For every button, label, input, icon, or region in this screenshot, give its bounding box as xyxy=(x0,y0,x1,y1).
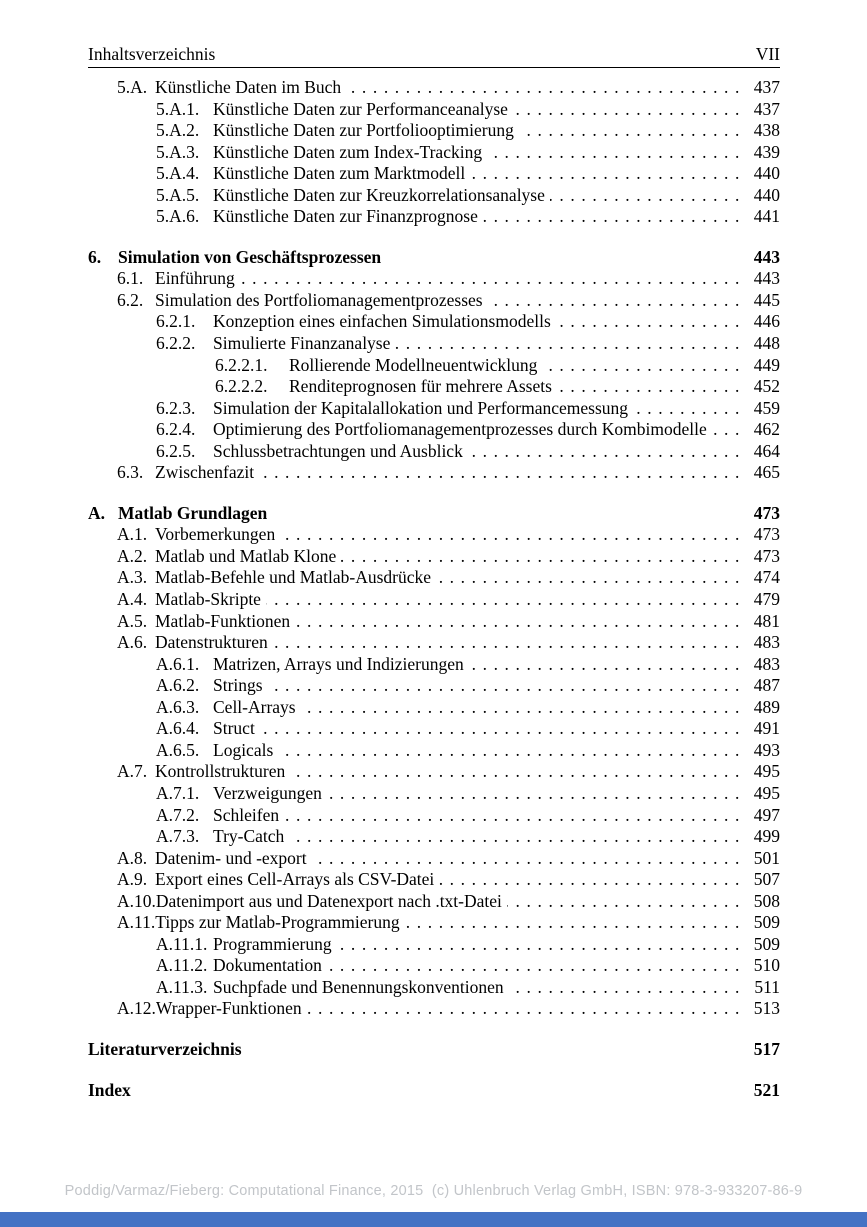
toc-dot-leader xyxy=(556,311,746,333)
toc-entry xyxy=(88,740,780,762)
toc-entry-page: 497 xyxy=(753,804,780,825)
toc-entry-title: Verzweigungen xyxy=(213,782,322,803)
toc-entry-page: 439 xyxy=(753,141,780,162)
toc-entry-title: Künstliche Daten zum Marktmodell xyxy=(213,163,466,184)
toc-entry-title: Einführung xyxy=(155,268,235,289)
toc-entry xyxy=(88,977,780,999)
toc-entry-number: 6.3. xyxy=(117,462,144,483)
toc-entry-number: A.3. xyxy=(117,567,148,588)
toc-entry-number: A.6.1. xyxy=(156,653,200,674)
toc-entry-number: 5.A.5. xyxy=(156,184,200,205)
toc-entry-page: 448 xyxy=(753,333,780,354)
toc-entry-title: Matlab-Skripte xyxy=(155,589,261,610)
toc-entry-number: 6.1. xyxy=(117,268,144,289)
toc-entry xyxy=(88,524,780,546)
toc-entry xyxy=(88,805,780,827)
toc-entry-page: 517 xyxy=(753,1038,780,1059)
toc-entry-page: 489 xyxy=(753,696,780,717)
toc-entry xyxy=(88,1080,780,1102)
toc-entry-page: 437 xyxy=(753,98,780,119)
toc-entry-title: Künstliche Daten zur Finanzprognose xyxy=(213,206,478,227)
toc-dot-leader xyxy=(312,848,746,870)
toc-dot-leader xyxy=(470,163,746,185)
toc-entry xyxy=(88,441,780,463)
toc-entry-page: 508 xyxy=(753,890,780,911)
toc-entry xyxy=(88,1039,780,1061)
toc-entry-title: Index xyxy=(88,1079,131,1100)
toc-entry-number: 5.A.1. xyxy=(156,98,200,119)
toc-entry-page: 481 xyxy=(753,610,780,631)
toc-entry-page: 513 xyxy=(753,998,780,1019)
toc-entry-number: 6. xyxy=(88,246,102,267)
toc-entry xyxy=(88,333,780,355)
toc-entry-number: A.6.3. xyxy=(156,696,200,717)
toc-dot-leader xyxy=(346,77,746,99)
toc-entry-page: 445 xyxy=(753,289,780,310)
toc-entry-page: 443 xyxy=(753,246,780,267)
toc-entry-title: Vorbemerkungen xyxy=(155,524,276,545)
toc-entry xyxy=(88,120,780,142)
toc-entry-page: 510 xyxy=(753,955,780,976)
toc-entry-page: 465 xyxy=(753,462,780,483)
toc-entry-number: 5.A.3. xyxy=(156,141,200,162)
toc-entry xyxy=(88,290,780,312)
toc-entry-title: Künstliche Daten zur Kreuzkorrelationsanalyse xyxy=(213,184,545,205)
toc-entry xyxy=(88,268,780,290)
toc-entry-page: 440 xyxy=(753,184,780,205)
toc-entry xyxy=(88,869,780,891)
toc-dot-leader xyxy=(295,611,746,633)
toc-entry-page: 499 xyxy=(753,826,780,847)
toc-entry-title: Renditeprognosen für mehrere Assets xyxy=(289,376,552,397)
toc-entry xyxy=(88,419,780,441)
toc-dot-leader xyxy=(557,376,746,398)
toc-dot-leader xyxy=(289,826,746,848)
toc-entry-title: Try-Catch xyxy=(213,826,285,847)
toc-entry xyxy=(88,142,780,164)
toc-entry-page: 501 xyxy=(753,847,780,868)
toc-entry xyxy=(88,783,780,805)
toc-dot-leader xyxy=(240,268,746,290)
toc-entry-title: Simulation der Kapitalallokation und Performancemessung xyxy=(213,397,629,418)
toc-entry-number: A.8. xyxy=(117,847,148,868)
toc-entry-number: 5.A.6. xyxy=(156,206,200,227)
toc-entry-number: A.4. xyxy=(117,589,148,610)
toc-entry-page: 437 xyxy=(753,77,780,97)
toc-entry-page: 491 xyxy=(753,718,780,739)
toc-entry-page: 493 xyxy=(753,739,780,760)
toc-entry xyxy=(88,546,780,568)
toc-entry-number: 6.2.1. xyxy=(156,311,196,332)
toc-entry xyxy=(88,891,780,913)
toc-dot-leader xyxy=(273,632,746,654)
toc-entry-title: Export eines Cell-Arrays als CSV-Datei xyxy=(155,869,435,890)
toc-entry-title: Datenim- und -export xyxy=(155,847,307,868)
toc-dot-leader xyxy=(284,805,746,827)
toc-entry-page: 487 xyxy=(753,675,780,696)
toc-entry-number: A.6.4. xyxy=(156,718,200,739)
toc-dot-leader xyxy=(488,290,746,312)
toc-entry-title: Rollierende Modellneuentwicklung xyxy=(289,354,538,375)
toc-entry xyxy=(88,589,780,611)
toc-entry-number: A.12. xyxy=(117,998,156,1019)
toc-dot-leader xyxy=(469,654,746,676)
toc-entry-number: 6.2.4. xyxy=(156,419,196,440)
toc-entry-number: A.1. xyxy=(117,524,148,545)
header-page-number: VII xyxy=(755,44,780,64)
toc-entry-number: A.6. xyxy=(117,632,148,653)
toc-entry-number: 6.2.2.1. xyxy=(215,354,268,375)
toc-entry-number: 6.2. xyxy=(117,289,144,310)
toc-entry xyxy=(88,99,780,121)
toc-entry-title: Struct xyxy=(213,718,255,739)
toc-entry xyxy=(88,912,780,934)
toc-entry-title: Matlab-Funktionen xyxy=(155,610,291,631)
toc-entry-title: Suchpfade und Benennungskonventionen xyxy=(213,976,504,997)
toc-dot-leader xyxy=(487,142,746,164)
footer-accent-bar xyxy=(0,1212,867,1227)
toc-entry-number: A.11.1. xyxy=(156,933,208,954)
toc-entry-page: 459 xyxy=(753,397,780,418)
toc-dot-leader xyxy=(301,697,746,719)
toc-entry xyxy=(88,163,780,185)
toc-dot-leader xyxy=(468,441,746,463)
toc-entry-title: Optimierung des Portfoliomanagementprozesses durch Kombimodelle xyxy=(213,419,707,440)
toc-entry-number: 6.2.3. xyxy=(156,397,196,418)
toc-entry-title: Kontrollstrukturen xyxy=(155,761,286,782)
toc-entry-title: Matlab und Matlab Klone xyxy=(155,545,337,566)
toc-entry xyxy=(88,247,780,269)
toc-entry-page: 473 xyxy=(753,502,780,523)
toc-entry-page: 483 xyxy=(753,632,780,653)
toc-entry xyxy=(88,462,780,484)
toc-dot-leader xyxy=(633,398,746,420)
toc-entry-number: A.11. xyxy=(117,912,156,933)
toc-entry-page: 449 xyxy=(753,354,780,375)
toc-entry xyxy=(88,697,780,719)
toc-entry-title: Cell-Arrays xyxy=(213,696,296,717)
toc-entry-number: A.7.2. xyxy=(156,804,200,825)
toc-dot-leader xyxy=(395,333,746,355)
toc-dot-leader xyxy=(436,567,746,589)
toc-dot-leader xyxy=(290,761,746,783)
toc-entry-page: 509 xyxy=(753,933,780,954)
toc-entry-title: Dokumentation xyxy=(213,955,322,976)
toc-dot-leader xyxy=(337,934,746,956)
toc-entry xyxy=(88,998,780,1020)
toc-dot-leader xyxy=(519,120,746,142)
toc-dot-leader xyxy=(327,955,746,977)
toc-dot-leader xyxy=(260,718,746,740)
toc-entry-title: Zwischenfazit xyxy=(155,462,255,483)
toc-entry-number: A.7.1. xyxy=(156,782,200,803)
toc-entry-page: 473 xyxy=(753,524,780,545)
toc-dot-leader xyxy=(483,206,746,228)
toc-entry-title: Schleifen xyxy=(213,804,280,825)
toc-entry-page: 474 xyxy=(753,567,780,588)
toc-entry-page: 495 xyxy=(753,782,780,803)
toc-entry-number: A.2. xyxy=(117,545,148,566)
toc-dot-leader xyxy=(280,524,746,546)
toc-entry-number: A.10. xyxy=(117,890,156,911)
toc-entry-title: Künstliche Daten zur Performanceanalyse xyxy=(213,98,508,119)
toc-entry xyxy=(88,632,780,654)
toc-entry-title: Künstliche Daten im Buch xyxy=(155,77,342,97)
toc-dot-leader xyxy=(327,783,746,805)
toc-entry-number: A.11.3. xyxy=(156,976,208,997)
toc-entry-title: Künstliche Daten zur Portfoliooptimierung xyxy=(213,120,514,141)
toc-dot-leader xyxy=(507,891,746,913)
header-title: Inhaltsverzeichnis xyxy=(88,44,216,64)
toc-dot-leader xyxy=(550,185,746,207)
toc-entry-page: 446 xyxy=(753,311,780,332)
toc-entry-number: 5.A. xyxy=(117,77,148,97)
toc-entry xyxy=(88,376,780,398)
toc-entry-number: A.5. xyxy=(117,610,148,631)
toc-entry-title: Simulation von Geschäftsprozessen xyxy=(118,246,382,267)
toc-dot-leader xyxy=(405,912,746,934)
toc-dot-leader xyxy=(509,977,746,999)
toc-entry-number: A.7.3. xyxy=(156,826,200,847)
toc-entry xyxy=(88,398,780,420)
toc-entry-title: Matrizen, Arrays und Indizierungen xyxy=(213,653,464,674)
toc-entry-page: 438 xyxy=(753,120,780,141)
toc-entry-title: Schlussbetrachtungen und Ausblick xyxy=(213,440,463,461)
toc-dot-leader xyxy=(341,546,746,568)
toc-dot-leader xyxy=(439,869,746,891)
toc-entry-page: 462 xyxy=(753,419,780,440)
toc-entry-number: A.11.2. xyxy=(156,955,208,976)
toc-entry-title: Tipps zur Matlab-Programmierung xyxy=(155,912,400,933)
toc-entry xyxy=(88,955,780,977)
toc-entry-page: 511 xyxy=(754,976,780,997)
footer-watermark: Poddig/Varmaz/Fieberg: Computational Finance, 2015 (c) Uhlenbruch Verlag GmbH, ISBN: 978-3-933207-86-9 xyxy=(64,1183,803,1199)
toc-entry-page: 464 xyxy=(753,440,780,461)
toc-entry xyxy=(88,206,780,228)
toc-entry xyxy=(88,611,780,633)
toc-entry-number: A.9. xyxy=(117,869,148,890)
page-header xyxy=(88,44,780,65)
toc-entry xyxy=(88,503,780,525)
toc-dot-leader xyxy=(712,419,746,441)
toc-entry xyxy=(88,185,780,207)
toc-entry-number: 6.2.2. xyxy=(156,333,196,354)
toc-entry xyxy=(88,848,780,870)
toc-dot-leader xyxy=(268,675,746,697)
toc-entry-number: 6.2.2.2. xyxy=(215,376,268,397)
toc-entry xyxy=(88,718,780,740)
toc-dot-leader xyxy=(307,998,746,1020)
toc-entry-page: 440 xyxy=(753,163,780,184)
toc-dot-leader xyxy=(259,462,746,484)
toc-entry-number: A. xyxy=(88,502,106,523)
toc-entry-page: 452 xyxy=(753,376,780,397)
toc-entry-page: 483 xyxy=(753,653,780,674)
toc-entry-title: Wrapper-Funktionen xyxy=(155,998,302,1019)
toc-entry xyxy=(88,826,780,848)
toc-entry-title: Datenimport aus und Datenexport nach .txt-Datei xyxy=(155,890,502,911)
toc-entry-page: 443 xyxy=(753,268,780,289)
table-of-contents xyxy=(88,77,780,1101)
toc-dot-leader xyxy=(542,355,746,377)
toc-entry-title: Datenstrukturen xyxy=(155,632,268,653)
toc-entry-page: 441 xyxy=(753,206,780,227)
toc-entry-number: 5.A.4. xyxy=(156,163,200,184)
toc-entry-title: Literaturverzeichnis xyxy=(88,1038,242,1059)
toc-entry-page: 507 xyxy=(753,869,780,890)
toc-entry-number: 6.2.5. xyxy=(156,440,196,461)
toc-entry xyxy=(88,567,780,589)
toc-entry-page: 521 xyxy=(753,1079,780,1100)
toc-entry-page: 509 xyxy=(753,912,780,933)
toc-dot-leader xyxy=(266,589,746,611)
toc-entry-page: 473 xyxy=(753,545,780,566)
toc-entry-title: Strings xyxy=(213,675,263,696)
toc-entry-title: Matlab-Befehle und Matlab-Ausdrücke xyxy=(155,567,432,588)
toc-entry-title: Simulierte Finanzanalyse xyxy=(213,333,391,354)
toc-entry-title: Logicals xyxy=(213,739,274,760)
toc-entry xyxy=(88,654,780,676)
toc-entry-number: A.7. xyxy=(117,761,148,782)
toc-entry-number: A.6.2. xyxy=(156,675,200,696)
toc-entry-title: Matlab Grundlagen xyxy=(118,502,268,523)
toc-entry xyxy=(88,311,780,333)
toc-entry-number: A.6.5. xyxy=(156,739,200,760)
toc-entry xyxy=(88,77,780,99)
toc-entry-page: 495 xyxy=(753,761,780,782)
toc-entry-page: 479 xyxy=(753,589,780,610)
toc-entry xyxy=(88,761,780,783)
toc-entry xyxy=(88,355,780,377)
toc-entry-number: 5.A.2. xyxy=(156,120,200,141)
toc-dot-leader xyxy=(278,740,746,762)
toc-entry-title: Simulation des Portfoliomanagementprozesses xyxy=(155,289,483,310)
toc-entry-title: Programmierung xyxy=(213,933,332,954)
toc-entry xyxy=(88,675,780,697)
header-rule xyxy=(88,67,780,68)
toc-entry-title: Konzeption eines einfachen Simulationsmodells xyxy=(213,311,551,332)
toc-entry-title: Künstliche Daten zum Index-Tracking xyxy=(213,141,483,162)
toc-entry xyxy=(88,934,780,956)
toc-dot-leader xyxy=(513,99,746,121)
